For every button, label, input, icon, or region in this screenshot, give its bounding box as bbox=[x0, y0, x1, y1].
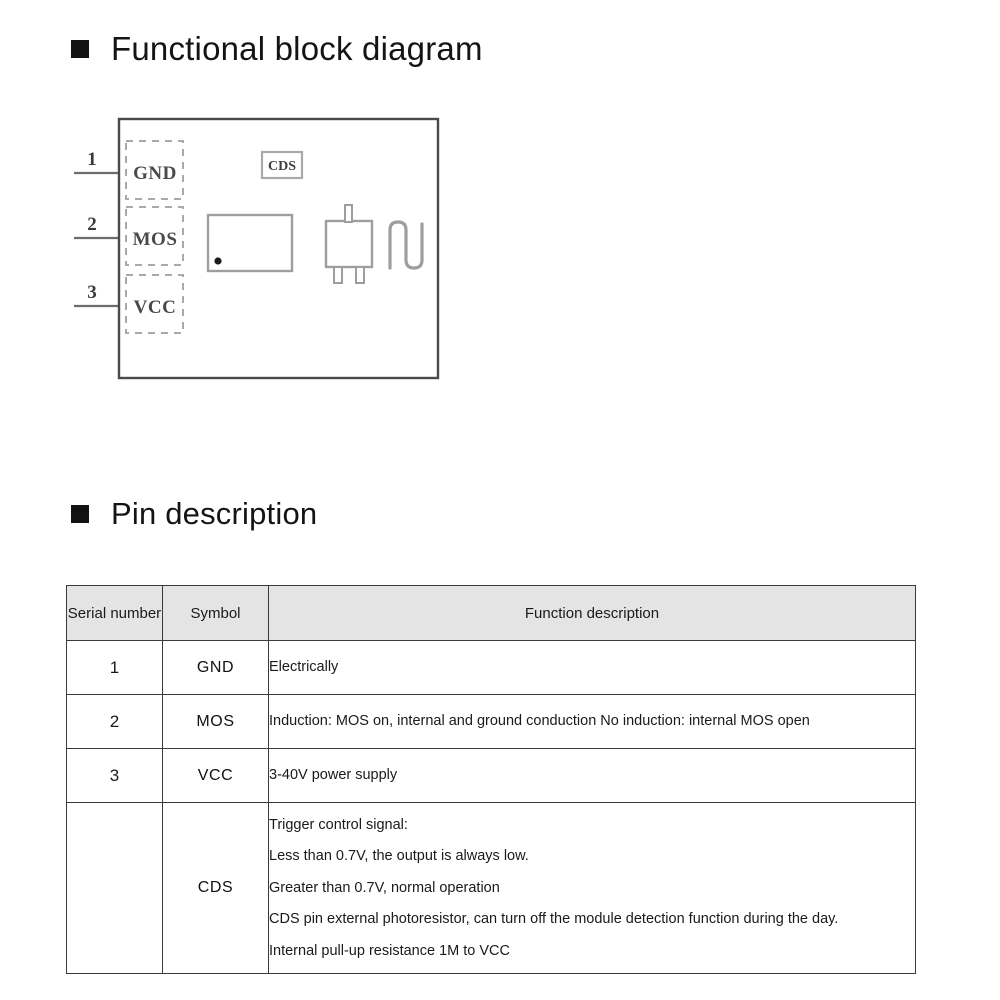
cell-symbol: CDS bbox=[163, 803, 269, 974]
pin-number-2: 2 bbox=[87, 214, 97, 235]
column-header-symbol: Symbol bbox=[163, 586, 269, 641]
table-body bbox=[67, 641, 916, 974]
cell-function-description: Electrically bbox=[269, 641, 916, 695]
section-heading-pin-description bbox=[71, 498, 317, 529]
cell-symbol: MOS bbox=[163, 695, 269, 749]
pin-pad-label-vcc: VCC bbox=[133, 297, 177, 318]
table-row bbox=[67, 749, 916, 803]
section-heading-label: Pin description bbox=[111, 496, 318, 531]
table-row bbox=[67, 695, 916, 749]
cell-symbol: GND bbox=[163, 641, 269, 695]
column-header-serial-number: Serial number bbox=[67, 586, 163, 641]
section-heading-functional-block-diagram bbox=[71, 32, 483, 65]
pin-number-1: 1 bbox=[87, 149, 97, 170]
cell-serial-number bbox=[67, 803, 163, 974]
cell-serial-number: 2 bbox=[67, 695, 163, 749]
pin-description-table bbox=[66, 585, 916, 974]
section-heading-label: Functional block diagram bbox=[111, 30, 483, 67]
pin-pad-label-gnd: GND bbox=[133, 163, 177, 184]
function-description-line: Less than 0.7V, the output is always low. bbox=[269, 848, 529, 865]
function-description-line: Internal pull-up resistance 1M to VCC bbox=[269, 942, 510, 959]
table-header-row bbox=[67, 586, 916, 641]
table-header bbox=[67, 586, 916, 641]
black-square-bullet-icon bbox=[71, 40, 89, 58]
ic-chip-polarity-dot bbox=[214, 257, 221, 264]
function-description-line: CDS pin external photoresistor, can turn off the module detection function during the day. bbox=[269, 911, 839, 928]
cell-function-description: 3-40V power supply bbox=[269, 749, 916, 803]
table-row bbox=[67, 641, 916, 695]
functional-block-diagram bbox=[60, 108, 460, 398]
function-description-line: Greater than 0.7V, normal operation bbox=[269, 879, 500, 896]
black-square-bullet-icon bbox=[71, 505, 89, 523]
column-header-function-description: Function description bbox=[269, 586, 916, 641]
table-row bbox=[67, 803, 916, 974]
cell-function-description bbox=[269, 803, 916, 974]
cell-function-description: Induction: MOS on, internal and ground conduction No induction: internal MOS open bbox=[269, 695, 916, 749]
cell-serial-number: 1 bbox=[67, 641, 163, 695]
cell-serial-number: 3 bbox=[67, 749, 163, 803]
cell-symbol: VCC bbox=[163, 749, 269, 803]
pin-number-3: 3 bbox=[87, 282, 97, 303]
cds-label-text: CDS bbox=[267, 159, 297, 174]
function-description-line: Trigger control signal: bbox=[269, 816, 408, 833]
pin-pad-label-mos: MOS bbox=[132, 229, 178, 250]
